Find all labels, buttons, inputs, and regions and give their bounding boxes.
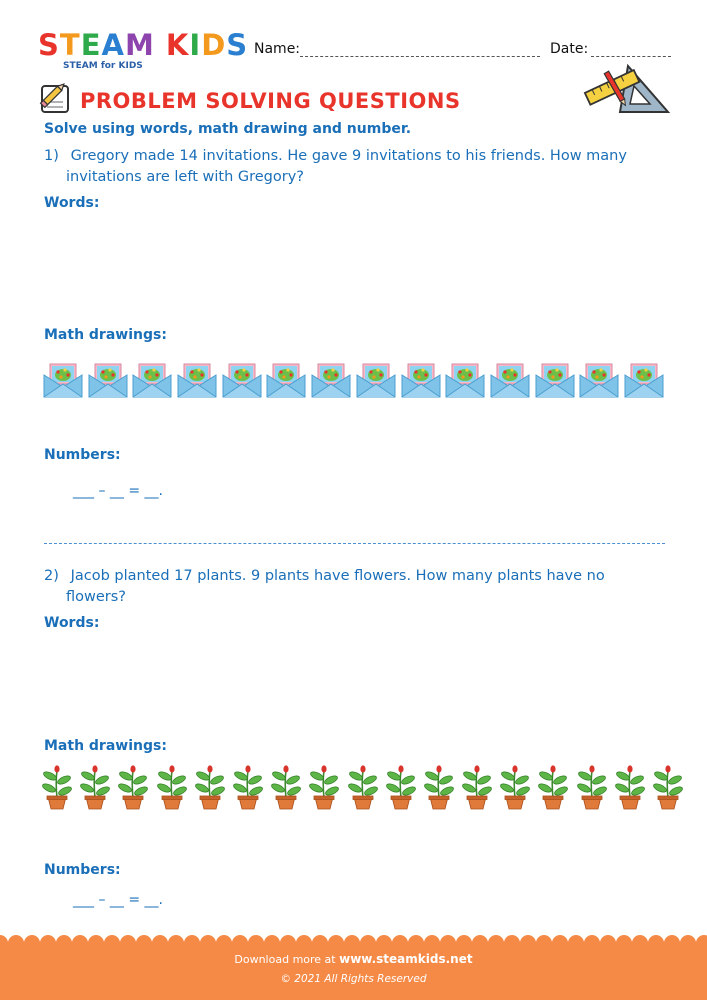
envelope-icon bbox=[222, 362, 262, 398]
question-divider bbox=[44, 543, 665, 544]
envelope-icon bbox=[88, 362, 128, 398]
question-2-drawings-label: Math drawings: bbox=[44, 738, 167, 754]
question-1-drawings-label: Math drawings: bbox=[44, 327, 167, 343]
potted-plant-icon bbox=[78, 764, 112, 810]
potted-plant-icon bbox=[155, 764, 189, 810]
envelope-icon bbox=[43, 362, 83, 398]
potted-plant-icon bbox=[193, 764, 227, 810]
footer bbox=[0, 942, 707, 1000]
potted-plant-icon bbox=[231, 764, 265, 810]
envelope-icon bbox=[535, 362, 575, 398]
question-1-line-2: invitations are left with Gregory? bbox=[66, 169, 304, 185]
footer-copyright: © 2021 All Rights Reserved bbox=[280, 973, 427, 985]
steam-kids-logo bbox=[38, 30, 248, 71]
question-1 bbox=[44, 146, 627, 188]
pencil-paper-icon bbox=[38, 82, 74, 116]
question-1-equation[interactable]: ___ – __ = __. bbox=[73, 483, 163, 499]
potted-plant-icon bbox=[422, 764, 456, 810]
potted-plant-icon bbox=[651, 764, 685, 810]
question-2-number: 2) bbox=[44, 568, 59, 584]
footer-download-prefix: Download more at bbox=[234, 953, 336, 966]
ruler-triangle-icon bbox=[580, 60, 672, 118]
question-2-words-answer-area[interactable] bbox=[44, 635, 664, 735]
potted-plant-icon bbox=[307, 764, 341, 810]
potted-plant-icon bbox=[116, 764, 150, 810]
potted-plant-icon bbox=[269, 764, 303, 810]
potted-plant-icon bbox=[498, 764, 532, 810]
envelope-icon bbox=[579, 362, 619, 398]
question-2-drawings bbox=[40, 764, 689, 810]
question-2 bbox=[44, 566, 605, 608]
question-2-words-label: Words: bbox=[44, 615, 100, 631]
potted-plant-icon bbox=[40, 764, 74, 810]
logo-tagline: STEAM for KIDS bbox=[63, 61, 143, 71]
date-field[interactable] bbox=[591, 56, 671, 57]
page-title: PROBLEM SOLVING QUESTIONS bbox=[80, 89, 461, 113]
envelope-icon bbox=[177, 362, 217, 398]
question-2-line-2: flowers? bbox=[66, 589, 126, 605]
envelope-icon bbox=[490, 362, 530, 398]
question-1-words-answer-area[interactable] bbox=[44, 215, 664, 315]
envelope-icon bbox=[311, 362, 351, 398]
logo-wordmark: STEAM KIDS bbox=[38, 28, 249, 62]
envelope-icon bbox=[132, 362, 172, 398]
potted-plant-icon bbox=[346, 764, 380, 810]
envelope-icon bbox=[266, 362, 306, 398]
question-2-numbers-label: Numbers: bbox=[44, 862, 121, 878]
name-label: Name: bbox=[254, 41, 301, 57]
question-2-line-1: Jacob planted 17 plants. 9 plants have flowers. How many plants have no bbox=[70, 568, 605, 584]
envelope-icon bbox=[356, 362, 396, 398]
potted-plant-icon bbox=[536, 764, 570, 810]
question-2-equation[interactable]: ___ – __ = __. bbox=[73, 892, 163, 908]
potted-plant-icon bbox=[460, 764, 494, 810]
potted-plant-icon bbox=[384, 764, 418, 810]
instruction-text: Solve using words, math drawing and number. bbox=[44, 121, 412, 137]
date-label: Date: bbox=[550, 41, 589, 57]
footer-download bbox=[0, 952, 707, 966]
potted-plant-icon bbox=[613, 764, 647, 810]
potted-plant-icon bbox=[575, 764, 609, 810]
question-1-drawings bbox=[43, 362, 669, 398]
footer-website-link[interactable]: www.steamkids.net bbox=[339, 952, 473, 966]
envelope-icon bbox=[401, 362, 441, 398]
name-field[interactable] bbox=[300, 56, 540, 57]
question-1-number: 1) bbox=[44, 148, 59, 164]
question-1-numbers-label: Numbers: bbox=[44, 447, 121, 463]
envelope-icon bbox=[624, 362, 664, 398]
question-1-words-label: Words: bbox=[44, 195, 100, 211]
question-1-line-1: Gregory made 14 invitations. He gave 9 invitations to his friends. How many bbox=[70, 148, 627, 164]
envelope-icon bbox=[445, 362, 485, 398]
